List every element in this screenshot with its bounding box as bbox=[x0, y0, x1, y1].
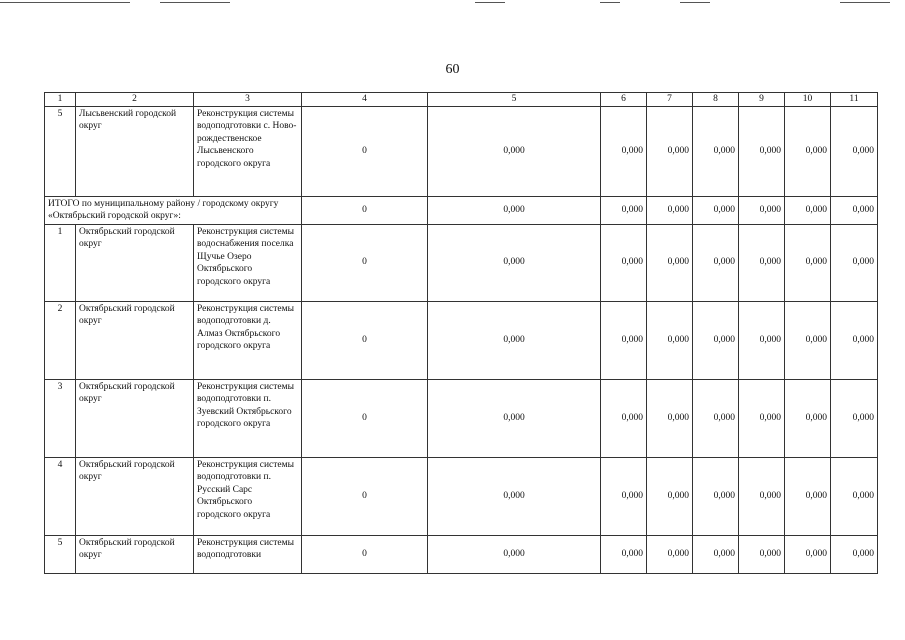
value-cell: 0,000 bbox=[601, 224, 647, 301]
value-cell: 0,000 bbox=[831, 379, 878, 457]
scan-edge-line bbox=[0, 2, 130, 3]
territory-cell: Лысьвенский городской округ bbox=[76, 106, 194, 196]
value-cell: 0,000 bbox=[601, 106, 647, 196]
value-cell: 0,000 bbox=[831, 535, 878, 573]
territory-cell: Октябрьский городской округ bbox=[76, 379, 194, 457]
value-cell: 0,000 bbox=[693, 106, 739, 196]
value-cell: 0,000 bbox=[428, 301, 601, 379]
value-cell: 0 bbox=[302, 224, 428, 301]
value-cell: 0 bbox=[302, 457, 428, 535]
value-cell: 0,000 bbox=[601, 535, 647, 573]
scan-edge-line bbox=[160, 2, 230, 3]
table-row bbox=[45, 535, 878, 573]
page-number: 60 bbox=[445, 62, 460, 77]
object-cell: Реконструкция системы водоподготовки с. Ново-рождественское Лысьвенского городского округа bbox=[194, 106, 302, 196]
total-row bbox=[45, 196, 878, 224]
value-cell: 0,000 bbox=[831, 106, 878, 196]
value-cell: 0,000 bbox=[601, 379, 647, 457]
row-number: 1 bbox=[45, 224, 76, 301]
object-cell: Реконструкция системы водоподготовки bbox=[194, 535, 302, 573]
value-cell: 0,000 bbox=[428, 457, 601, 535]
column-header: 11 bbox=[831, 93, 878, 107]
column-header: 1 bbox=[45, 93, 76, 107]
column-header: 5 bbox=[428, 93, 601, 107]
row-number: 5 bbox=[45, 106, 76, 196]
value-cell: 0 bbox=[302, 196, 428, 224]
value-cell: 0,000 bbox=[647, 224, 693, 301]
value-cell: 0,000 bbox=[785, 379, 831, 457]
column-header: 9 bbox=[739, 93, 785, 107]
value-cell: 0,000 bbox=[647, 457, 693, 535]
value-cell: 0,000 bbox=[785, 457, 831, 535]
data-table bbox=[44, 92, 878, 574]
value-cell: 0,000 bbox=[739, 106, 785, 196]
territory-cell: Октябрьский городской округ bbox=[76, 457, 194, 535]
value-cell: 0 bbox=[302, 106, 428, 196]
value-cell: 0,000 bbox=[428, 106, 601, 196]
value-cell: 0,000 bbox=[785, 535, 831, 573]
value-cell: 0,000 bbox=[785, 106, 831, 196]
value-cell: 0,000 bbox=[428, 379, 601, 457]
value-cell: 0,000 bbox=[693, 535, 739, 573]
value-cell: 0,000 bbox=[831, 224, 878, 301]
value-cell: 0,000 bbox=[785, 301, 831, 379]
value-cell: 0,000 bbox=[831, 457, 878, 535]
column-header: 2 bbox=[76, 93, 194, 107]
row-number: 4 bbox=[45, 457, 76, 535]
value-cell: 0,000 bbox=[739, 301, 785, 379]
value-cell: 0,000 bbox=[739, 457, 785, 535]
column-number-row bbox=[45, 93, 878, 107]
value-cell: 0,000 bbox=[831, 301, 878, 379]
column-header: 6 bbox=[601, 93, 647, 107]
value-cell: 0,000 bbox=[647, 535, 693, 573]
value-cell: 0,000 bbox=[693, 196, 739, 224]
object-cell: Реконструкция системы водоподготовки д. Алмаз Октябрьского городского округа bbox=[194, 301, 302, 379]
value-cell: 0,000 bbox=[785, 224, 831, 301]
value-cell: 0,000 bbox=[601, 196, 647, 224]
value-cell: 0,000 bbox=[428, 196, 601, 224]
row-number: 3 bbox=[45, 379, 76, 457]
value-cell: 0 bbox=[302, 301, 428, 379]
value-cell: 0,000 bbox=[739, 535, 785, 573]
total-label: ИТОГО по муниципальному району / городскому округу «Октябрьский городской округ»: bbox=[45, 196, 302, 224]
column-header: 7 bbox=[647, 93, 693, 107]
value-cell: 0,000 bbox=[647, 379, 693, 457]
value-cell: 0,000 bbox=[739, 379, 785, 457]
territory-cell: Октябрьский городской округ bbox=[76, 224, 194, 301]
value-cell: 0,000 bbox=[428, 224, 601, 301]
row-number: 2 bbox=[45, 301, 76, 379]
column-header: 10 bbox=[785, 93, 831, 107]
value-cell: 0,000 bbox=[693, 457, 739, 535]
value-cell: 0,000 bbox=[693, 379, 739, 457]
object-cell: Реконструкция системы водоподготовки п. Русский Сарс Октябрьского городского округа bbox=[194, 457, 302, 535]
table-row bbox=[45, 301, 878, 379]
object-cell: Реконструкция системы водоподготовки п. Зуевский Октябрьского городского округа bbox=[194, 379, 302, 457]
table-row bbox=[45, 106, 878, 196]
territory-cell: Октябрьский городской округ bbox=[76, 535, 194, 573]
row-number: 5 bbox=[45, 535, 76, 573]
value-cell: 0,000 bbox=[693, 301, 739, 379]
value-cell: 0,000 bbox=[647, 301, 693, 379]
value-cell: 0,000 bbox=[693, 224, 739, 301]
value-cell: 0,000 bbox=[428, 535, 601, 573]
scan-edge-line bbox=[680, 2, 710, 3]
territory-cell: Октябрьский городской округ bbox=[76, 301, 194, 379]
value-cell: 0,000 bbox=[647, 196, 693, 224]
value-cell: 0,000 bbox=[831, 196, 878, 224]
value-cell: 0,000 bbox=[739, 196, 785, 224]
value-cell: 0 bbox=[302, 535, 428, 573]
value-cell: 0,000 bbox=[601, 457, 647, 535]
value-cell: 0 bbox=[302, 379, 428, 457]
scan-edge-line bbox=[600, 2, 620, 3]
column-header: 4 bbox=[302, 93, 428, 107]
table-row bbox=[45, 457, 878, 535]
column-header: 3 bbox=[194, 93, 302, 107]
table-row bbox=[45, 379, 878, 457]
value-cell: 0,000 bbox=[785, 196, 831, 224]
object-cell: Реконструкция системы водоснабжения поселка Щучье Озеро Октябрьского городского округа bbox=[194, 224, 302, 301]
value-cell: 0,000 bbox=[601, 301, 647, 379]
scan-edge-line bbox=[475, 2, 505, 3]
scan-edge-line bbox=[840, 2, 890, 3]
value-cell: 0,000 bbox=[647, 106, 693, 196]
table-row bbox=[45, 224, 878, 301]
column-header: 8 bbox=[693, 93, 739, 107]
value-cell: 0,000 bbox=[739, 224, 785, 301]
